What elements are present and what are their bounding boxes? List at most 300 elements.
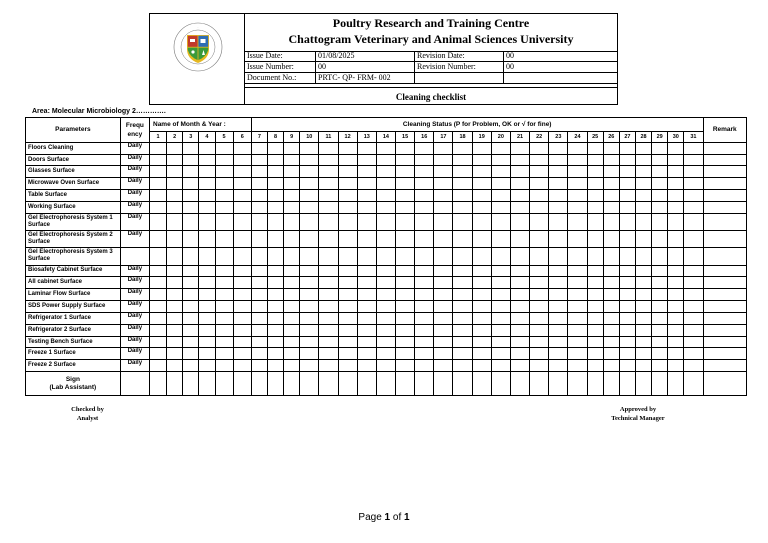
status-entry-cell[interactable] [215, 324, 233, 336]
status-entry-cell[interactable] [300, 301, 319, 313]
status-entry-cell[interactable] [396, 190, 415, 202]
status-entry-cell[interactable] [376, 213, 395, 230]
status-entry-cell[interactable] [453, 213, 472, 230]
status-entry-cell[interactable] [549, 248, 568, 265]
status-entry-cell[interactable] [510, 336, 529, 348]
status-entry-cell[interactable] [587, 324, 603, 336]
status-entry-cell[interactable] [587, 301, 603, 313]
status-entry-cell[interactable] [652, 190, 668, 202]
status-entry-cell[interactable] [635, 360, 651, 372]
status-entry-cell[interactable] [415, 201, 434, 213]
status-entry-cell[interactable] [491, 360, 510, 372]
sign-entry-cell[interactable] [453, 372, 472, 396]
status-entry-cell[interactable] [357, 213, 376, 230]
sign-entry-cell[interactable] [510, 372, 529, 396]
status-entry-cell[interactable] [619, 166, 635, 178]
status-entry-cell[interactable] [603, 142, 619, 154]
status-entry-cell[interactable] [603, 166, 619, 178]
sign-entry-cell[interactable] [434, 372, 453, 396]
status-entry-cell[interactable] [635, 277, 651, 289]
status-entry-cell[interactable] [568, 213, 587, 230]
status-entry-cell[interactable] [491, 301, 510, 313]
status-entry-cell[interactable] [491, 190, 510, 202]
status-entry-cell[interactable] [267, 142, 283, 154]
status-entry-cell[interactable] [549, 301, 568, 313]
status-entry-cell[interactable] [319, 190, 338, 202]
status-entry-cell[interactable] [396, 324, 415, 336]
status-entry-cell[interactable] [472, 324, 491, 336]
status-entry-cell[interactable] [684, 142, 703, 154]
status-entry-cell[interactable] [472, 277, 491, 289]
status-entry-cell[interactable] [376, 312, 395, 324]
status-entry-cell[interactable] [357, 178, 376, 190]
status-entry-cell[interactable] [338, 324, 357, 336]
status-entry-cell[interactable] [150, 166, 167, 178]
status-entry-cell[interactable] [267, 301, 283, 313]
status-entry-cell[interactable] [267, 178, 283, 190]
status-entry-cell[interactable] [684, 336, 703, 348]
status-entry-cell[interactable] [319, 348, 338, 360]
status-entry-cell[interactable] [267, 360, 283, 372]
sign-entry-cell[interactable] [415, 372, 434, 396]
status-entry-cell[interactable] [396, 289, 415, 301]
status-entry-cell[interactable] [652, 324, 668, 336]
status-entry-cell[interactable] [300, 248, 319, 265]
status-entry-cell[interactable] [167, 277, 183, 289]
status-entry-cell[interactable] [233, 277, 251, 289]
status-entry-cell[interactable] [652, 289, 668, 301]
status-entry-cell[interactable] [415, 277, 434, 289]
status-entry-cell[interactable] [549, 336, 568, 348]
status-entry-cell[interactable] [587, 166, 603, 178]
status-entry-cell[interactable] [472, 348, 491, 360]
status-entry-cell[interactable] [453, 190, 472, 202]
status-entry-cell[interactable] [587, 190, 603, 202]
status-entry-cell[interactable] [338, 360, 357, 372]
status-entry-cell[interactable] [568, 277, 587, 289]
status-entry-cell[interactable] [199, 360, 215, 372]
status-entry-cell[interactable] [284, 231, 300, 248]
status-entry-cell[interactable] [652, 142, 668, 154]
status-entry-cell[interactable] [652, 265, 668, 277]
sign-entry-cell[interactable] [635, 372, 651, 396]
status-entry-cell[interactable] [199, 248, 215, 265]
status-entry-cell[interactable] [376, 190, 395, 202]
status-entry-cell[interactable] [603, 201, 619, 213]
status-entry-cell[interactable] [491, 142, 510, 154]
status-entry-cell[interactable] [183, 190, 199, 202]
status-entry-cell[interactable] [251, 190, 267, 202]
status-entry-cell[interactable] [300, 231, 319, 248]
status-entry-cell[interactable] [199, 190, 215, 202]
status-entry-cell[interactable] [652, 154, 668, 166]
status-entry-cell[interactable] [415, 213, 434, 230]
status-entry-cell[interactable] [453, 289, 472, 301]
status-entry-cell[interactable] [150, 348, 167, 360]
status-entry-cell[interactable] [668, 142, 684, 154]
status-entry-cell[interactable] [472, 289, 491, 301]
status-entry-cell[interactable] [396, 348, 415, 360]
status-entry-cell[interactable] [251, 201, 267, 213]
status-entry-cell[interactable] [434, 301, 453, 313]
status-entry-cell[interactable] [167, 201, 183, 213]
status-entry-cell[interactable] [357, 336, 376, 348]
status-entry-cell[interactable] [619, 190, 635, 202]
status-entry-cell[interactable] [635, 190, 651, 202]
status-entry-cell[interactable] [619, 289, 635, 301]
status-entry-cell[interactable] [587, 277, 603, 289]
status-entry-cell[interactable] [415, 142, 434, 154]
status-entry-cell[interactable] [510, 154, 529, 166]
status-entry-cell[interactable] [510, 201, 529, 213]
status-entry-cell[interactable] [568, 324, 587, 336]
status-entry-cell[interactable] [453, 360, 472, 372]
status-entry-cell[interactable] [338, 190, 357, 202]
status-entry-cell[interactable] [510, 213, 529, 230]
status-entry-cell[interactable] [510, 190, 529, 202]
status-entry-cell[interactable] [530, 178, 549, 190]
status-entry-cell[interactable] [338, 231, 357, 248]
status-entry-cell[interactable] [150, 312, 167, 324]
status-entry-cell[interactable] [434, 154, 453, 166]
status-entry-cell[interactable] [619, 248, 635, 265]
status-entry-cell[interactable] [396, 201, 415, 213]
status-entry-cell[interactable] [635, 265, 651, 277]
status-entry-cell[interactable] [530, 348, 549, 360]
status-entry-cell[interactable] [635, 289, 651, 301]
status-entry-cell[interactable] [284, 348, 300, 360]
status-entry-cell[interactable] [300, 190, 319, 202]
status-entry-cell[interactable] [491, 324, 510, 336]
status-entry-cell[interactable] [415, 312, 434, 324]
status-entry-cell[interactable] [396, 248, 415, 265]
status-entry-cell[interactable] [267, 324, 283, 336]
status-entry-cell[interactable] [453, 277, 472, 289]
status-entry-cell[interactable] [603, 265, 619, 277]
status-entry-cell[interactable] [251, 301, 267, 313]
status-entry-cell[interactable] [267, 277, 283, 289]
status-entry-cell[interactable] [434, 166, 453, 178]
status-entry-cell[interactable] [510, 312, 529, 324]
status-entry-cell[interactable] [319, 231, 338, 248]
status-entry-cell[interactable] [568, 142, 587, 154]
status-entry-cell[interactable] [300, 360, 319, 372]
status-entry-cell[interactable] [357, 312, 376, 324]
status-entry-cell[interactable] [587, 201, 603, 213]
status-entry-cell[interactable] [530, 360, 549, 372]
status-entry-cell[interactable] [434, 348, 453, 360]
status-entry-cell[interactable] [668, 289, 684, 301]
status-entry-cell[interactable] [150, 201, 167, 213]
status-entry-cell[interactable] [199, 336, 215, 348]
status-entry-cell[interactable] [167, 178, 183, 190]
status-entry-cell[interactable] [434, 360, 453, 372]
status-entry-cell[interactable] [338, 166, 357, 178]
sign-entry-cell[interactable] [150, 372, 167, 396]
status-entry-cell[interactable] [684, 277, 703, 289]
status-entry-cell[interactable] [319, 265, 338, 277]
status-entry-cell[interactable] [167, 231, 183, 248]
status-entry-cell[interactable] [251, 231, 267, 248]
status-entry-cell[interactable] [233, 360, 251, 372]
status-entry-cell[interactable] [491, 336, 510, 348]
status-entry-cell[interactable] [603, 213, 619, 230]
status-entry-cell[interactable] [530, 190, 549, 202]
status-entry-cell[interactable] [587, 312, 603, 324]
status-entry-cell[interactable] [635, 231, 651, 248]
status-entry-cell[interactable] [183, 277, 199, 289]
sign-entry-cell[interactable] [491, 372, 510, 396]
status-entry-cell[interactable] [338, 265, 357, 277]
status-entry-cell[interactable] [183, 265, 199, 277]
status-entry-cell[interactable] [635, 154, 651, 166]
status-entry-cell[interactable] [396, 312, 415, 324]
sign-entry-cell[interactable] [684, 372, 703, 396]
status-entry-cell[interactable] [233, 289, 251, 301]
sign-entry-cell[interactable] [396, 372, 415, 396]
status-entry-cell[interactable] [491, 277, 510, 289]
status-entry-cell[interactable] [684, 231, 703, 248]
status-entry-cell[interactable] [549, 324, 568, 336]
status-entry-cell[interactable] [300, 201, 319, 213]
status-entry-cell[interactable] [415, 248, 434, 265]
status-entry-cell[interactable] [453, 201, 472, 213]
status-entry-cell[interactable] [472, 360, 491, 372]
status-entry-cell[interactable] [530, 301, 549, 313]
status-entry-cell[interactable] [472, 301, 491, 313]
status-entry-cell[interactable] [251, 213, 267, 230]
status-entry-cell[interactable] [267, 348, 283, 360]
status-entry-cell[interactable] [491, 166, 510, 178]
status-entry-cell[interactable] [300, 166, 319, 178]
status-entry-cell[interactable] [284, 324, 300, 336]
status-entry-cell[interactable] [215, 348, 233, 360]
status-entry-cell[interactable] [233, 301, 251, 313]
status-entry-cell[interactable] [267, 312, 283, 324]
status-entry-cell[interactable] [635, 301, 651, 313]
status-entry-cell[interactable] [376, 265, 395, 277]
status-entry-cell[interactable] [635, 201, 651, 213]
status-entry-cell[interactable] [415, 324, 434, 336]
status-entry-cell[interactable] [510, 142, 529, 154]
status-entry-cell[interactable] [167, 142, 183, 154]
status-entry-cell[interactable] [530, 231, 549, 248]
status-entry-cell[interactable] [376, 166, 395, 178]
status-entry-cell[interactable] [530, 265, 549, 277]
status-entry-cell[interactable] [668, 336, 684, 348]
status-entry-cell[interactable] [530, 336, 549, 348]
status-entry-cell[interactable] [491, 348, 510, 360]
status-entry-cell[interactable] [167, 289, 183, 301]
status-entry-cell[interactable] [319, 213, 338, 230]
status-entry-cell[interactable] [233, 178, 251, 190]
status-entry-cell[interactable] [510, 324, 529, 336]
status-entry-cell[interactable] [215, 277, 233, 289]
status-entry-cell[interactable] [251, 348, 267, 360]
status-entry-cell[interactable] [376, 142, 395, 154]
status-entry-cell[interactable] [453, 348, 472, 360]
status-entry-cell[interactable] [549, 154, 568, 166]
status-entry-cell[interactable] [453, 265, 472, 277]
status-entry-cell[interactable] [376, 231, 395, 248]
status-entry-cell[interactable] [684, 312, 703, 324]
status-entry-cell[interactable] [510, 248, 529, 265]
status-entry-cell[interactable] [652, 336, 668, 348]
status-entry-cell[interactable] [453, 231, 472, 248]
status-entry-cell[interactable] [150, 213, 167, 230]
status-entry-cell[interactable] [338, 142, 357, 154]
status-entry-cell[interactable] [251, 360, 267, 372]
status-entry-cell[interactable] [167, 301, 183, 313]
status-entry-cell[interactable] [267, 336, 283, 348]
status-entry-cell[interactable] [183, 301, 199, 313]
status-entry-cell[interactable] [150, 277, 167, 289]
status-entry-cell[interactable] [233, 213, 251, 230]
status-entry-cell[interactable] [150, 324, 167, 336]
status-entry-cell[interactable] [549, 265, 568, 277]
sign-entry-cell[interactable] [319, 372, 338, 396]
status-entry-cell[interactable] [150, 231, 167, 248]
status-entry-cell[interactable] [491, 312, 510, 324]
status-entry-cell[interactable] [415, 289, 434, 301]
status-entry-cell[interactable] [199, 301, 215, 313]
status-entry-cell[interactable] [319, 324, 338, 336]
status-entry-cell[interactable] [396, 277, 415, 289]
status-entry-cell[interactable] [472, 336, 491, 348]
status-entry-cell[interactable] [668, 265, 684, 277]
status-entry-cell[interactable] [284, 360, 300, 372]
status-entry-cell[interactable] [415, 336, 434, 348]
status-entry-cell[interactable] [376, 201, 395, 213]
status-entry-cell[interactable] [167, 213, 183, 230]
status-entry-cell[interactable] [284, 301, 300, 313]
status-entry-cell[interactable] [284, 312, 300, 324]
status-entry-cell[interactable] [619, 201, 635, 213]
status-entry-cell[interactable] [587, 289, 603, 301]
status-entry-cell[interactable] [587, 142, 603, 154]
status-entry-cell[interactable] [357, 154, 376, 166]
status-entry-cell[interactable] [319, 166, 338, 178]
status-entry-cell[interactable] [603, 336, 619, 348]
sign-entry-cell[interactable] [568, 372, 587, 396]
status-entry-cell[interactable] [603, 178, 619, 190]
status-entry-cell[interactable] [183, 142, 199, 154]
status-entry-cell[interactable] [668, 166, 684, 178]
status-entry-cell[interactable] [251, 289, 267, 301]
status-entry-cell[interactable] [300, 336, 319, 348]
status-entry-cell[interactable] [510, 277, 529, 289]
status-entry-cell[interactable] [549, 213, 568, 230]
status-entry-cell[interactable] [568, 265, 587, 277]
status-entry-cell[interactable] [183, 231, 199, 248]
status-entry-cell[interactable] [300, 312, 319, 324]
status-entry-cell[interactable] [284, 178, 300, 190]
sign-entry-cell[interactable] [267, 372, 283, 396]
sign-entry-cell[interactable] [167, 372, 183, 396]
status-entry-cell[interactable] [472, 213, 491, 230]
status-entry-cell[interactable] [549, 348, 568, 360]
status-entry-cell[interactable] [300, 142, 319, 154]
status-entry-cell[interactable] [357, 190, 376, 202]
status-entry-cell[interactable] [215, 178, 233, 190]
status-entry-cell[interactable] [668, 213, 684, 230]
status-entry-cell[interactable] [472, 178, 491, 190]
status-entry-cell[interactable] [167, 324, 183, 336]
status-entry-cell[interactable] [668, 178, 684, 190]
status-entry-cell[interactable] [376, 277, 395, 289]
status-entry-cell[interactable] [284, 248, 300, 265]
status-entry-cell[interactable] [167, 360, 183, 372]
status-entry-cell[interactable] [150, 360, 167, 372]
status-entry-cell[interactable] [510, 289, 529, 301]
status-entry-cell[interactable] [635, 324, 651, 336]
status-entry-cell[interactable] [267, 201, 283, 213]
status-entry-cell[interactable] [338, 213, 357, 230]
status-entry-cell[interactable] [233, 142, 251, 154]
status-entry-cell[interactable] [215, 336, 233, 348]
status-entry-cell[interactable] [150, 301, 167, 313]
status-entry-cell[interactable] [199, 265, 215, 277]
status-entry-cell[interactable] [587, 360, 603, 372]
status-entry-cell[interactable] [587, 248, 603, 265]
status-entry-cell[interactable] [150, 289, 167, 301]
status-entry-cell[interactable] [453, 248, 472, 265]
status-entry-cell[interactable] [199, 213, 215, 230]
status-entry-cell[interactable] [284, 336, 300, 348]
status-entry-cell[interactable] [284, 277, 300, 289]
status-entry-cell[interactable] [338, 277, 357, 289]
status-entry-cell[interactable] [267, 190, 283, 202]
status-entry-cell[interactable] [652, 166, 668, 178]
status-entry-cell[interactable] [215, 231, 233, 248]
status-entry-cell[interactable] [338, 154, 357, 166]
status-entry-cell[interactable] [434, 248, 453, 265]
status-entry-cell[interactable] [167, 265, 183, 277]
status-entry-cell[interactable] [434, 231, 453, 248]
status-entry-cell[interactable] [491, 265, 510, 277]
status-entry-cell[interactable] [510, 231, 529, 248]
status-entry-cell[interactable] [603, 360, 619, 372]
status-entry-cell[interactable] [568, 289, 587, 301]
status-entry-cell[interactable] [376, 336, 395, 348]
sign-entry-cell[interactable] [357, 372, 376, 396]
status-entry-cell[interactable] [587, 336, 603, 348]
status-entry-cell[interactable] [619, 301, 635, 313]
status-entry-cell[interactable] [603, 348, 619, 360]
status-entry-cell[interactable] [267, 265, 283, 277]
status-entry-cell[interactable] [491, 289, 510, 301]
status-entry-cell[interactable] [619, 348, 635, 360]
status-entry-cell[interactable] [376, 154, 395, 166]
status-entry-cell[interactable] [376, 360, 395, 372]
status-entry-cell[interactable] [183, 178, 199, 190]
status-entry-cell[interactable] [668, 360, 684, 372]
status-entry-cell[interactable] [338, 289, 357, 301]
sign-entry-cell[interactable] [587, 372, 603, 396]
status-entry-cell[interactable] [668, 190, 684, 202]
status-entry-cell[interactable] [603, 190, 619, 202]
status-entry-cell[interactable] [668, 277, 684, 289]
status-entry-cell[interactable] [199, 166, 215, 178]
status-entry-cell[interactable] [338, 312, 357, 324]
status-entry-cell[interactable] [357, 348, 376, 360]
status-entry-cell[interactable] [199, 154, 215, 166]
status-entry-cell[interactable] [568, 248, 587, 265]
status-entry-cell[interactable] [251, 178, 267, 190]
status-entry-cell[interactable] [183, 213, 199, 230]
status-entry-cell[interactable] [434, 190, 453, 202]
status-entry-cell[interactable] [284, 289, 300, 301]
